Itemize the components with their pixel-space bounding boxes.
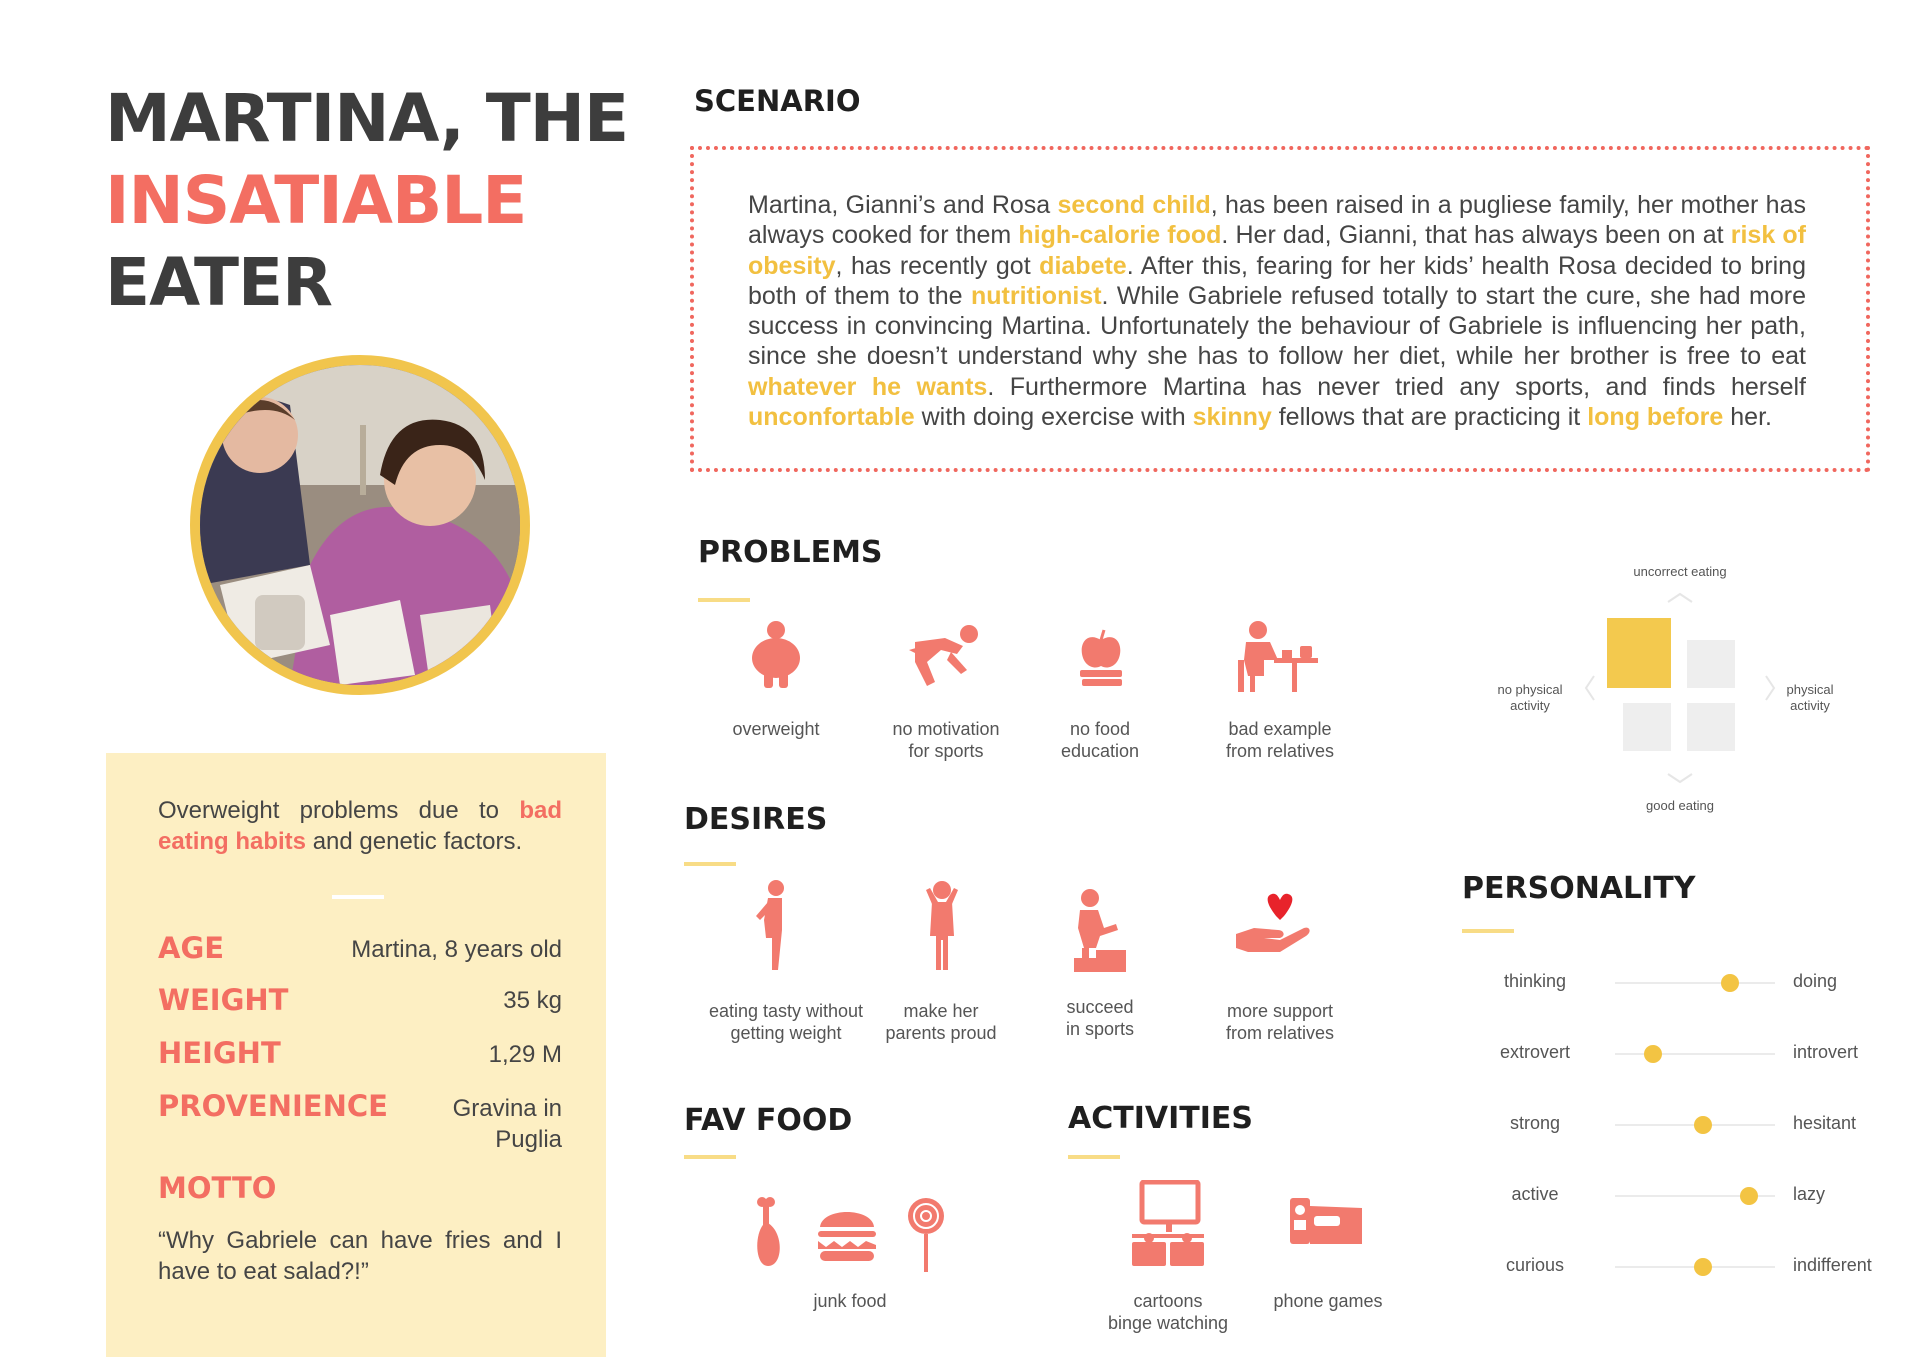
persona-photo xyxy=(190,355,530,695)
scenario-text-part: , has recently got xyxy=(835,251,1040,280)
personality-slider xyxy=(1480,1181,1880,1211)
problems-underline xyxy=(698,598,750,602)
matrix-top-label: uncorrect eating xyxy=(1633,564,1727,579)
motto-value: “Why Gabriele can have fries and I have to eat salad?!” xyxy=(158,1227,562,1285)
slider-knob[interactable] xyxy=(1740,1187,1758,1205)
tv-icon xyxy=(1130,1180,1206,1266)
personality-slider xyxy=(1480,1039,1880,1069)
hand-with-heart-icon xyxy=(1234,892,1310,958)
slim-person-icon xyxy=(752,880,792,972)
scenario-text-part: Martina, Gianni’s and Rosa xyxy=(748,191,1058,219)
activity-label: phone games xyxy=(1273,1291,1383,1311)
weight-label: WEIGHT xyxy=(158,983,289,1017)
slider-knob[interactable] xyxy=(1721,974,1739,992)
fav-food-heading: FAV FOOD xyxy=(684,1103,853,1138)
activity-label: cartoons binge watching xyxy=(1107,1291,1229,1333)
profile-panel xyxy=(106,753,606,1357)
overweight-person-icon xyxy=(748,620,804,688)
personality-heading: PERSONALITY xyxy=(1462,871,1696,906)
scenario-highlight: risk of obesity xyxy=(748,221,1806,280)
intro-text-end: and genetic factors. xyxy=(312,828,523,855)
burger-icon xyxy=(816,1205,878,1261)
scenario-text-part: her. xyxy=(1723,403,1772,432)
scenario-highlight: whatever he wants xyxy=(748,372,988,401)
scenario-text-part: , has been raised in a pugliese family, her mother has always cooked for them xyxy=(748,191,1806,250)
slider-track xyxy=(1615,982,1775,984)
scenario-highlight: unconfortable xyxy=(748,403,915,432)
desire-label: succeed in sports xyxy=(1065,997,1135,1039)
profile-divider xyxy=(332,895,384,899)
trait-left-label: thinking xyxy=(1503,971,1567,991)
slider-knob[interactable] xyxy=(1694,1116,1712,1134)
provenience-value-line-1: Gravina in xyxy=(452,1095,562,1122)
title-line-1: MARTINA, THE xyxy=(105,80,629,157)
matrix-left-label: no physical activity xyxy=(1497,682,1563,713)
problems-heading: PROBLEMS xyxy=(698,535,883,570)
title-line-3: EATER xyxy=(105,244,332,321)
problem-label: overweight xyxy=(732,719,820,739)
trait-right-label: indifferent xyxy=(1793,1255,1872,1275)
desire-label: eating tasty without getting weight xyxy=(708,1001,864,1043)
proud-person-icon xyxy=(920,880,964,972)
desires-heading: DESIRES xyxy=(684,802,828,837)
trait-right-label: lazy xyxy=(1793,1184,1826,1204)
slider-knob[interactable] xyxy=(1644,1045,1662,1063)
scenario-heading: SCENARIO xyxy=(694,84,861,118)
matrix-quadrant xyxy=(1687,640,1735,688)
provenience-value xyxy=(453,1093,562,1155)
provenience-label: PROVENIENCE xyxy=(158,1089,388,1123)
scenario-text-part: . Furthermore Martina has never tried any sports, and finds herself xyxy=(987,372,1806,401)
desires-underline xyxy=(684,862,736,866)
age-value: Martina, 8 years old xyxy=(351,936,562,963)
matrix-quadrant xyxy=(1623,703,1671,751)
chicken-leg-icon xyxy=(752,1196,786,1268)
apple-on-books-icon xyxy=(1078,626,1124,688)
scenario-text-part: . Her dad, Gianni, that has always been on at xyxy=(1221,221,1731,250)
scenario-text-part: . After this, fearing for her kids’ health Rosa decided to bring both of them to the xyxy=(748,251,1806,310)
slider-track xyxy=(1615,1053,1775,1055)
matrix-right-label: physical activity xyxy=(1786,682,1834,713)
phone-game-icon xyxy=(1288,1196,1364,1246)
scenario-highlight: long before xyxy=(1587,403,1724,432)
trait-left-label: curious xyxy=(1505,1255,1565,1275)
problem-label: no motivation for sports xyxy=(892,719,1000,761)
trait-right-label: introvert xyxy=(1793,1042,1859,1062)
matrix-bottom-label: good eating xyxy=(1646,798,1714,813)
intro-highlight: bad eating habits xyxy=(158,797,562,855)
desire-label: make her parents proud xyxy=(885,1001,997,1043)
desire-label: more support from relatives xyxy=(1225,1001,1335,1043)
height-value: 1,29 M xyxy=(488,1041,562,1068)
activities-heading: ACTIVITIES xyxy=(1068,1101,1253,1136)
matrix-quadrant xyxy=(1687,703,1735,751)
intro-text: Overweight problems due to xyxy=(158,797,500,824)
trait-right-label: doing xyxy=(1793,971,1838,991)
trait-left-label: active xyxy=(1511,1184,1559,1204)
lollipop-icon xyxy=(906,1196,946,1272)
title-line-2: INSATIABLE xyxy=(105,162,527,239)
scenario-highlight: diabete xyxy=(1039,251,1127,280)
scenario-highlight: high-calorie food xyxy=(1018,221,1222,250)
fav-food-label: junk food xyxy=(813,1291,887,1311)
fav-food-underline xyxy=(684,1155,736,1159)
persona-title xyxy=(105,78,628,324)
age-label: AGE xyxy=(158,931,225,965)
person-on-podium-icon xyxy=(1064,888,1130,972)
trait-left-label: extrovert xyxy=(1499,1042,1571,1062)
trait-left-label: strong xyxy=(1509,1113,1561,1133)
scenario-text xyxy=(748,190,1806,432)
height-label: HEIGHT xyxy=(158,1036,281,1070)
person-eating-at-table-icon xyxy=(1234,620,1320,692)
personality-slider xyxy=(1480,968,1880,998)
falling-person-icon xyxy=(905,622,985,692)
provenience-value-line-2: Puglia xyxy=(495,1126,562,1153)
scenario-text-part: . While Gabriele refused totally to start the cure, she had more success in convincing Martina. Unfortunately the behaviour of Gabriele is influencing her path, since she doesn’t understand why she has to follow her diet, while her brother is free to eat xyxy=(748,281,1806,371)
scenario-text-part: fellows that are practicing it xyxy=(1271,403,1588,432)
motto-label: MOTTO xyxy=(158,1171,277,1205)
matrix-quadrant-highlight xyxy=(1607,618,1671,688)
weight-value: 35 kg xyxy=(503,987,562,1014)
personality-slider xyxy=(1480,1110,1880,1140)
trait-right-label: hesitant xyxy=(1793,1113,1857,1133)
scenario-highlight: nutritionist xyxy=(970,281,1102,310)
profile-intro xyxy=(158,795,562,857)
slider-knob[interactable] xyxy=(1694,1258,1712,1276)
personality-slider xyxy=(1480,1252,1880,1282)
scenario-highlight: skinny xyxy=(1192,403,1272,432)
personality-underline xyxy=(1462,929,1514,933)
activities-underline xyxy=(1068,1155,1120,1159)
scenario-text-part: with doing exercise with xyxy=(914,403,1193,432)
scenario-box xyxy=(690,146,1870,472)
problem-label: bad example from relatives xyxy=(1225,719,1335,761)
scenario-highlight: second child xyxy=(1057,191,1211,219)
problem-label: no food education xyxy=(1060,719,1140,761)
